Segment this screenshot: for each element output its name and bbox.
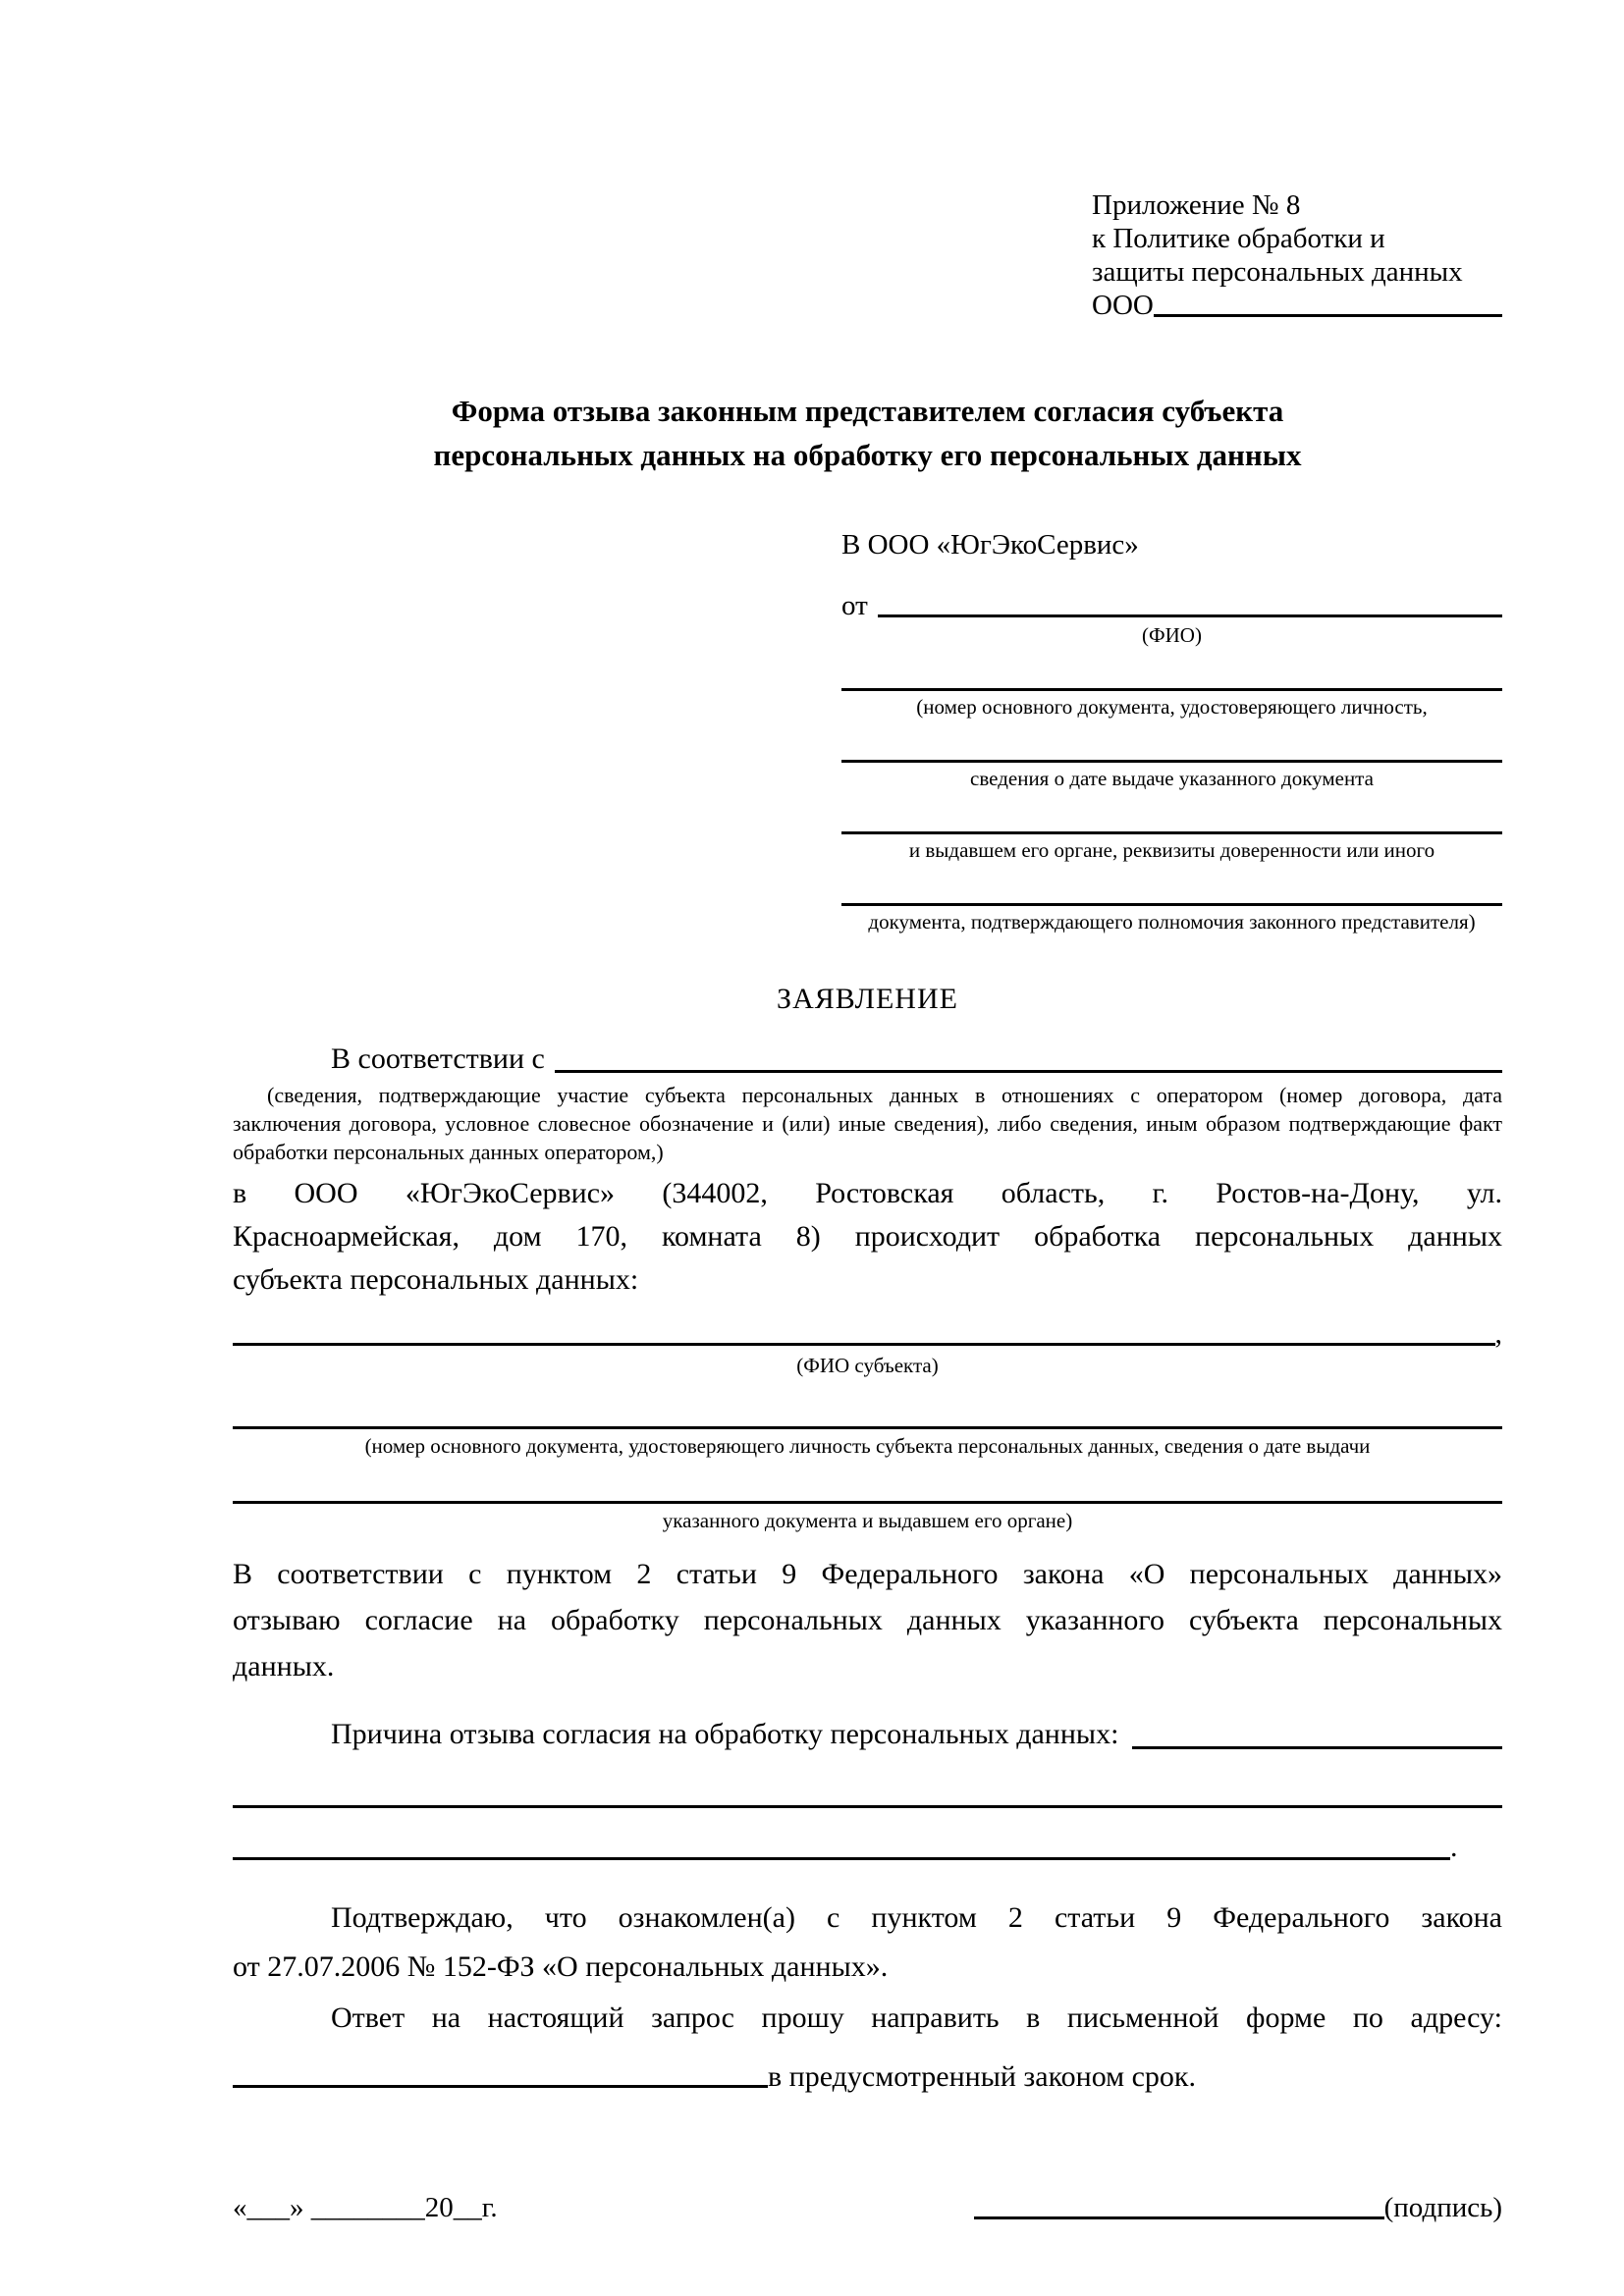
representative-doc-blank [841, 731, 1502, 763]
appendix-line: Приложение № 8 [1092, 189, 1301, 221]
basis-caption-line: (сведения, подтверждающие участие субъекта персональных данных в отношениях с оператором (номер договора, дата [267, 1083, 1502, 1107]
doc-caption: сведения о дате выдаче указанного документа [970, 767, 1374, 790]
date-blank: «___» ________20__г. [233, 2192, 498, 2223]
from-row [841, 587, 1502, 622]
basis-caption [233, 1081, 1502, 1166]
accordance-blank [555, 1070, 1502, 1073]
withdrawal-line: В соответствии с пунктом 2 статьи 9 Федерального закона «О персональных данных» [233, 1558, 1502, 1590]
company-name-blank [1154, 314, 1502, 317]
subject-comma: , [1494, 1317, 1502, 1350]
representative-doc-field [841, 731, 1502, 791]
fio-caption: (ФИО) [1142, 623, 1202, 647]
representative-fio-blank [878, 614, 1502, 617]
subject-fio-blank [233, 1343, 1495, 1346]
addressee-block [841, 528, 1502, 934]
signature-caption: (подпись) [1383, 2192, 1502, 2223]
appendix-ooo-row [1092, 289, 1502, 322]
doc-caption: документа, подтверждающего полномочия законного представителя) [868, 910, 1476, 934]
confirm-paragraph [233, 1894, 1502, 1992]
signature-blank [974, 2216, 1384, 2219]
subject-fio-row [233, 1311, 1502, 1351]
reason-period: . [1450, 1831, 1458, 1863]
operator-line: субъекта персональных данных: [233, 1263, 639, 1296]
reason-row [233, 1713, 1502, 1754]
representative-doc-blank [841, 660, 1502, 691]
reply-address-row [233, 2043, 1502, 2094]
basis-caption-line: обработки персональных данных оператором,) [233, 1140, 664, 1164]
operator-paragraph [233, 1172, 1502, 1302]
representative-doc-field [841, 660, 1502, 720]
footer-row [233, 2190, 1502, 2225]
signature-group [974, 2190, 1502, 2225]
basis-caption-line: заключения договора, условное словесное обозначение и (или) иные сведения), либо сведения, иным образом подтверждающие факт [233, 1111, 1502, 1136]
representative-doc-blank [841, 803, 1502, 834]
representative-doc-blank [841, 875, 1502, 906]
representative-doc-field [841, 875, 1502, 934]
operator-line: Красноармейская, дом 170, комната 8) происходит обработка персональных данных [233, 1220, 1502, 1253]
operator-line: в ООО «ЮгЭкоСервис» (344002, Ростовская область, г. Ростов-на-Дону, ул. [233, 1177, 1502, 1209]
reply-suffix: в предусмотренный законом срок. [768, 2060, 1196, 2093]
document-title [233, 389, 1502, 477]
appendix-ooo-label: ООО [1092, 290, 1154, 321]
subject-doc-blank [233, 1467, 1502, 1504]
confirm-line: от 27.07.2006 № 152-ФЗ «О персональных данных». [233, 1950, 889, 1983]
subject-doc-blank [233, 1392, 1502, 1429]
doc-caption: и выдавшем его органе, реквизиты доверенности или иного [908, 838, 1435, 862]
reply-address-blank [233, 2085, 768, 2088]
appendix-line: защиты персональных данных [1092, 256, 1463, 288]
withdrawal-line: данных. [233, 1650, 335, 1682]
reason-blank-3 [233, 1857, 1450, 1860]
appendix-line: к Политике обработки и [1092, 223, 1385, 254]
subject-doc-caption: указанного документа и выдавшем его органе) [662, 1509, 1073, 1532]
reason-row-3 [233, 1808, 1502, 1862]
title-line: персональных данных на обработку его персональных данных [433, 438, 1302, 472]
appendix-block [1092, 188, 1502, 322]
reason-blank-1 [1132, 1746, 1502, 1749]
subject-doc-caption: (номер основного документа, удостоверяющего личность субъекта персональных данных, сведения о дате выдачи [364, 1434, 1371, 1458]
reply-paragraph: Ответ на настоящий запрос прошу направить в письменной форме по адресу: [331, 2002, 1502, 2034]
withdrawal-paragraph [233, 1551, 1502, 1689]
accordance-row [233, 1041, 1502, 1078]
subject-doc-field [233, 1392, 1502, 1459]
doc-caption: (номер основного документа, удостоверяющего личность, [916, 695, 1428, 719]
statement-heading: ЗАЯВЛЕНИЕ [777, 983, 958, 1015]
addressee-to: В ООО «ЮгЭкоСервис» [841, 529, 1139, 561]
withdrawal-line: отзываю согласие на обработку персональных данных указанного субъекта персональных [233, 1604, 1502, 1636]
representative-doc-field [841, 803, 1502, 863]
title-line: Форма отзыва законным представителем согласия субъекта [451, 394, 1284, 428]
subject-doc-field [233, 1467, 1502, 1533]
from-label: от [841, 590, 868, 621]
subject-fio-caption: (ФИО субъекта) [796, 1354, 939, 1377]
accordance-label: В соответствии с [331, 1042, 545, 1075]
confirm-line: Подтверждаю, что ознакомлен(а) с пунктом 2 статьи 9 Федерального закона [331, 1901, 1502, 1934]
reason-label: Причина отзыва согласия на обработку персональных данных: [331, 1718, 1119, 1750]
